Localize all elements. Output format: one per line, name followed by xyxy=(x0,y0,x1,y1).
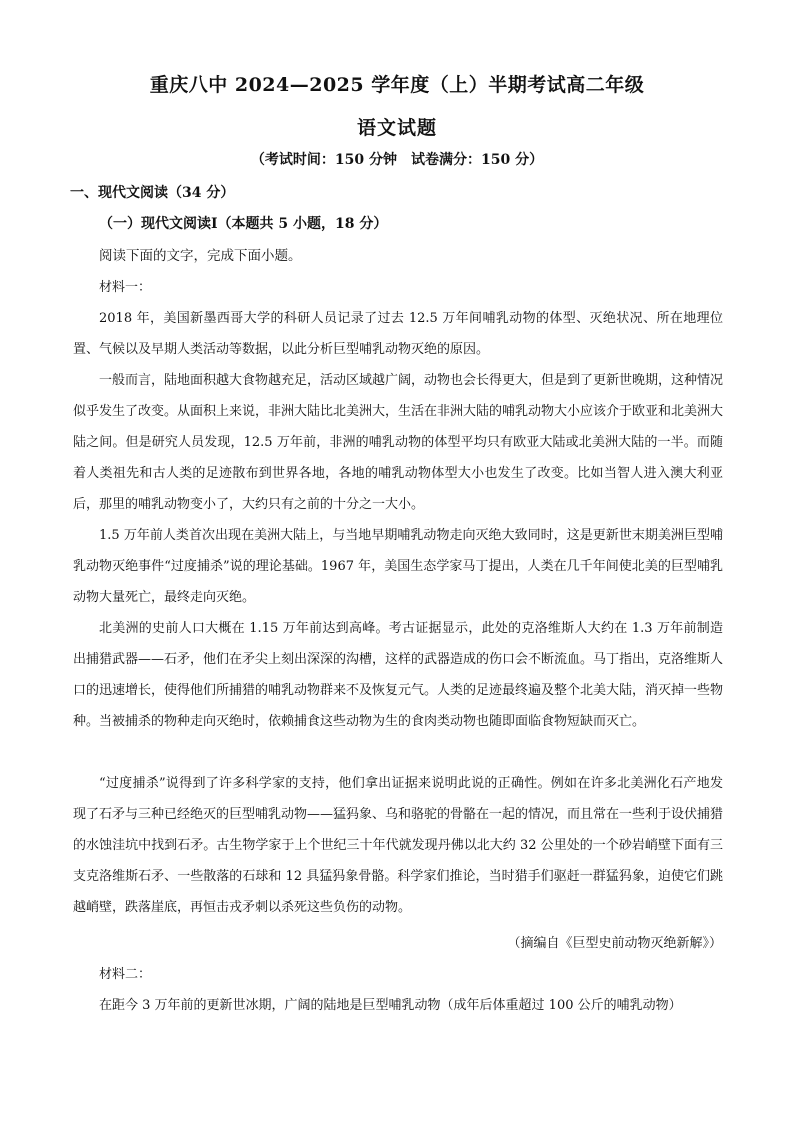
material-one-paragraph-2: 一般而言，陆地面积越大食物越充足，活动区域越广阔，动物也会长得更大，但是到了更新世晚期，这种情况似乎发生了改变。从面积上来说，非洲大陆比北美洲大，生活在非洲大陆的哺乳动物大小应该介于欧亚和北美洲大陆之间。但是研究人员发现，12.5 万年前，非洲的哺乳动物的体型平均只有欧亚大陆或北美洲大陆的一半。而随着人类祖先和古人类的足迹散布到世界各地，各地的哺乳动物体型大小也发生了改变。比如当智人进入澳大利亚后，那里的哺乳动物变小了，大约只有之前的十分之一大小。 xyxy=(73,373,724,512)
section-heading: 一、现代文阅读（34 分） xyxy=(70,185,235,201)
material-one-source: （摘编自《巨型史前动物灭绝新解》） xyxy=(507,936,722,951)
material-one-paragraph-3: 1.5 万年前人类首次出现在美洲大陆上，与当地早期哺乳动物走向灭绝大致同时，这是更新世末期美洲巨型哺乳动物灭绝事件“过度捕杀”说的理论基础。1967 年，美国生态学家马丁提出，人类在几千年间使北美的巨型哺乳动物大量死亡，最终走向灭绝。 xyxy=(73,528,723,605)
material-one-paragraph-4: 北美洲的史前人口大概在 1.15 万年前达到高峰。考古证据显示，此处的克洛维斯人大约在 1.3 万年前制造出捕猎武器——石矛，他们在矛尖上刻出深深的沟槽，这样的武器造成的伤口会不断流血。马丁指出，克洛维斯人口的迅速增长，使得他们所捕猎的哺乳动物群来不及恢复元气。人类的足迹最终遍及整个北美大陆，消灭掉一些物种。当被捕杀的物种走向灭绝时，依赖捕食这些动物为生的食肉类动物也随即面临食物短缺而灭亡。 xyxy=(73,621,724,729)
material-two-label: 材料二： xyxy=(99,967,152,982)
material-one-paragraph-1: 2018 年，美国新墨西哥大学的科研人员记录了过去 12.5 万年间哺乳动物的体型、灭绝状况、所在地理位置、气候以及早期人类活动等数据，以此分析巨型哺乳动物灭绝的原因。 xyxy=(73,311,723,357)
exam-info: （考试时间：150 分钟 试卷满分：150 分） xyxy=(250,152,544,168)
material-two-paragraph-1: 在距今 3 万年前的更新世冰期，广阔的陆地是巨型哺乳动物（成年后体重超过 100 公斤的哺乳动物） xyxy=(99,998,682,1013)
section-subheading: （一）现代文阅读Ⅰ（本题共 5 小题，18 分） xyxy=(99,216,388,232)
subject-title: 语文试题 xyxy=(356,117,437,139)
exam-title: 重庆八中 2024—2025 学年度（上）半期考试高二年级 xyxy=(149,74,645,96)
instruction-text: 阅读下面的文字，完成下面小题。 xyxy=(99,248,302,264)
material-one-label: 材料一： xyxy=(99,280,152,295)
material-one-paragraph-5: “过度捕杀”说得到了许多科学家的支持，他们拿出证据来说明此说的正确性。例如在许多北美洲化石产地发现了石矛与三种已经绝灭的巨型哺乳动物——猛犸象、乌和骆驼的骨骼在一起的情况，而且常在一些利于设伏捕猎的水蚀洼坑中找到石矛。古生物学家于上个世纪三十年代就发现丹佛以北大约 32 公里处的一个砂岩峭壁下面有三支克洛维斯石矛、一些散落的石球和 12 具猛犸象骨骼。科学家们推论，当时猎手们驱赶一群猛犸象，迫使它们跳越峭壁，跌落崖底，再恒击戎矛刺以杀死这些负伤的动物。 xyxy=(73,776,724,915)
